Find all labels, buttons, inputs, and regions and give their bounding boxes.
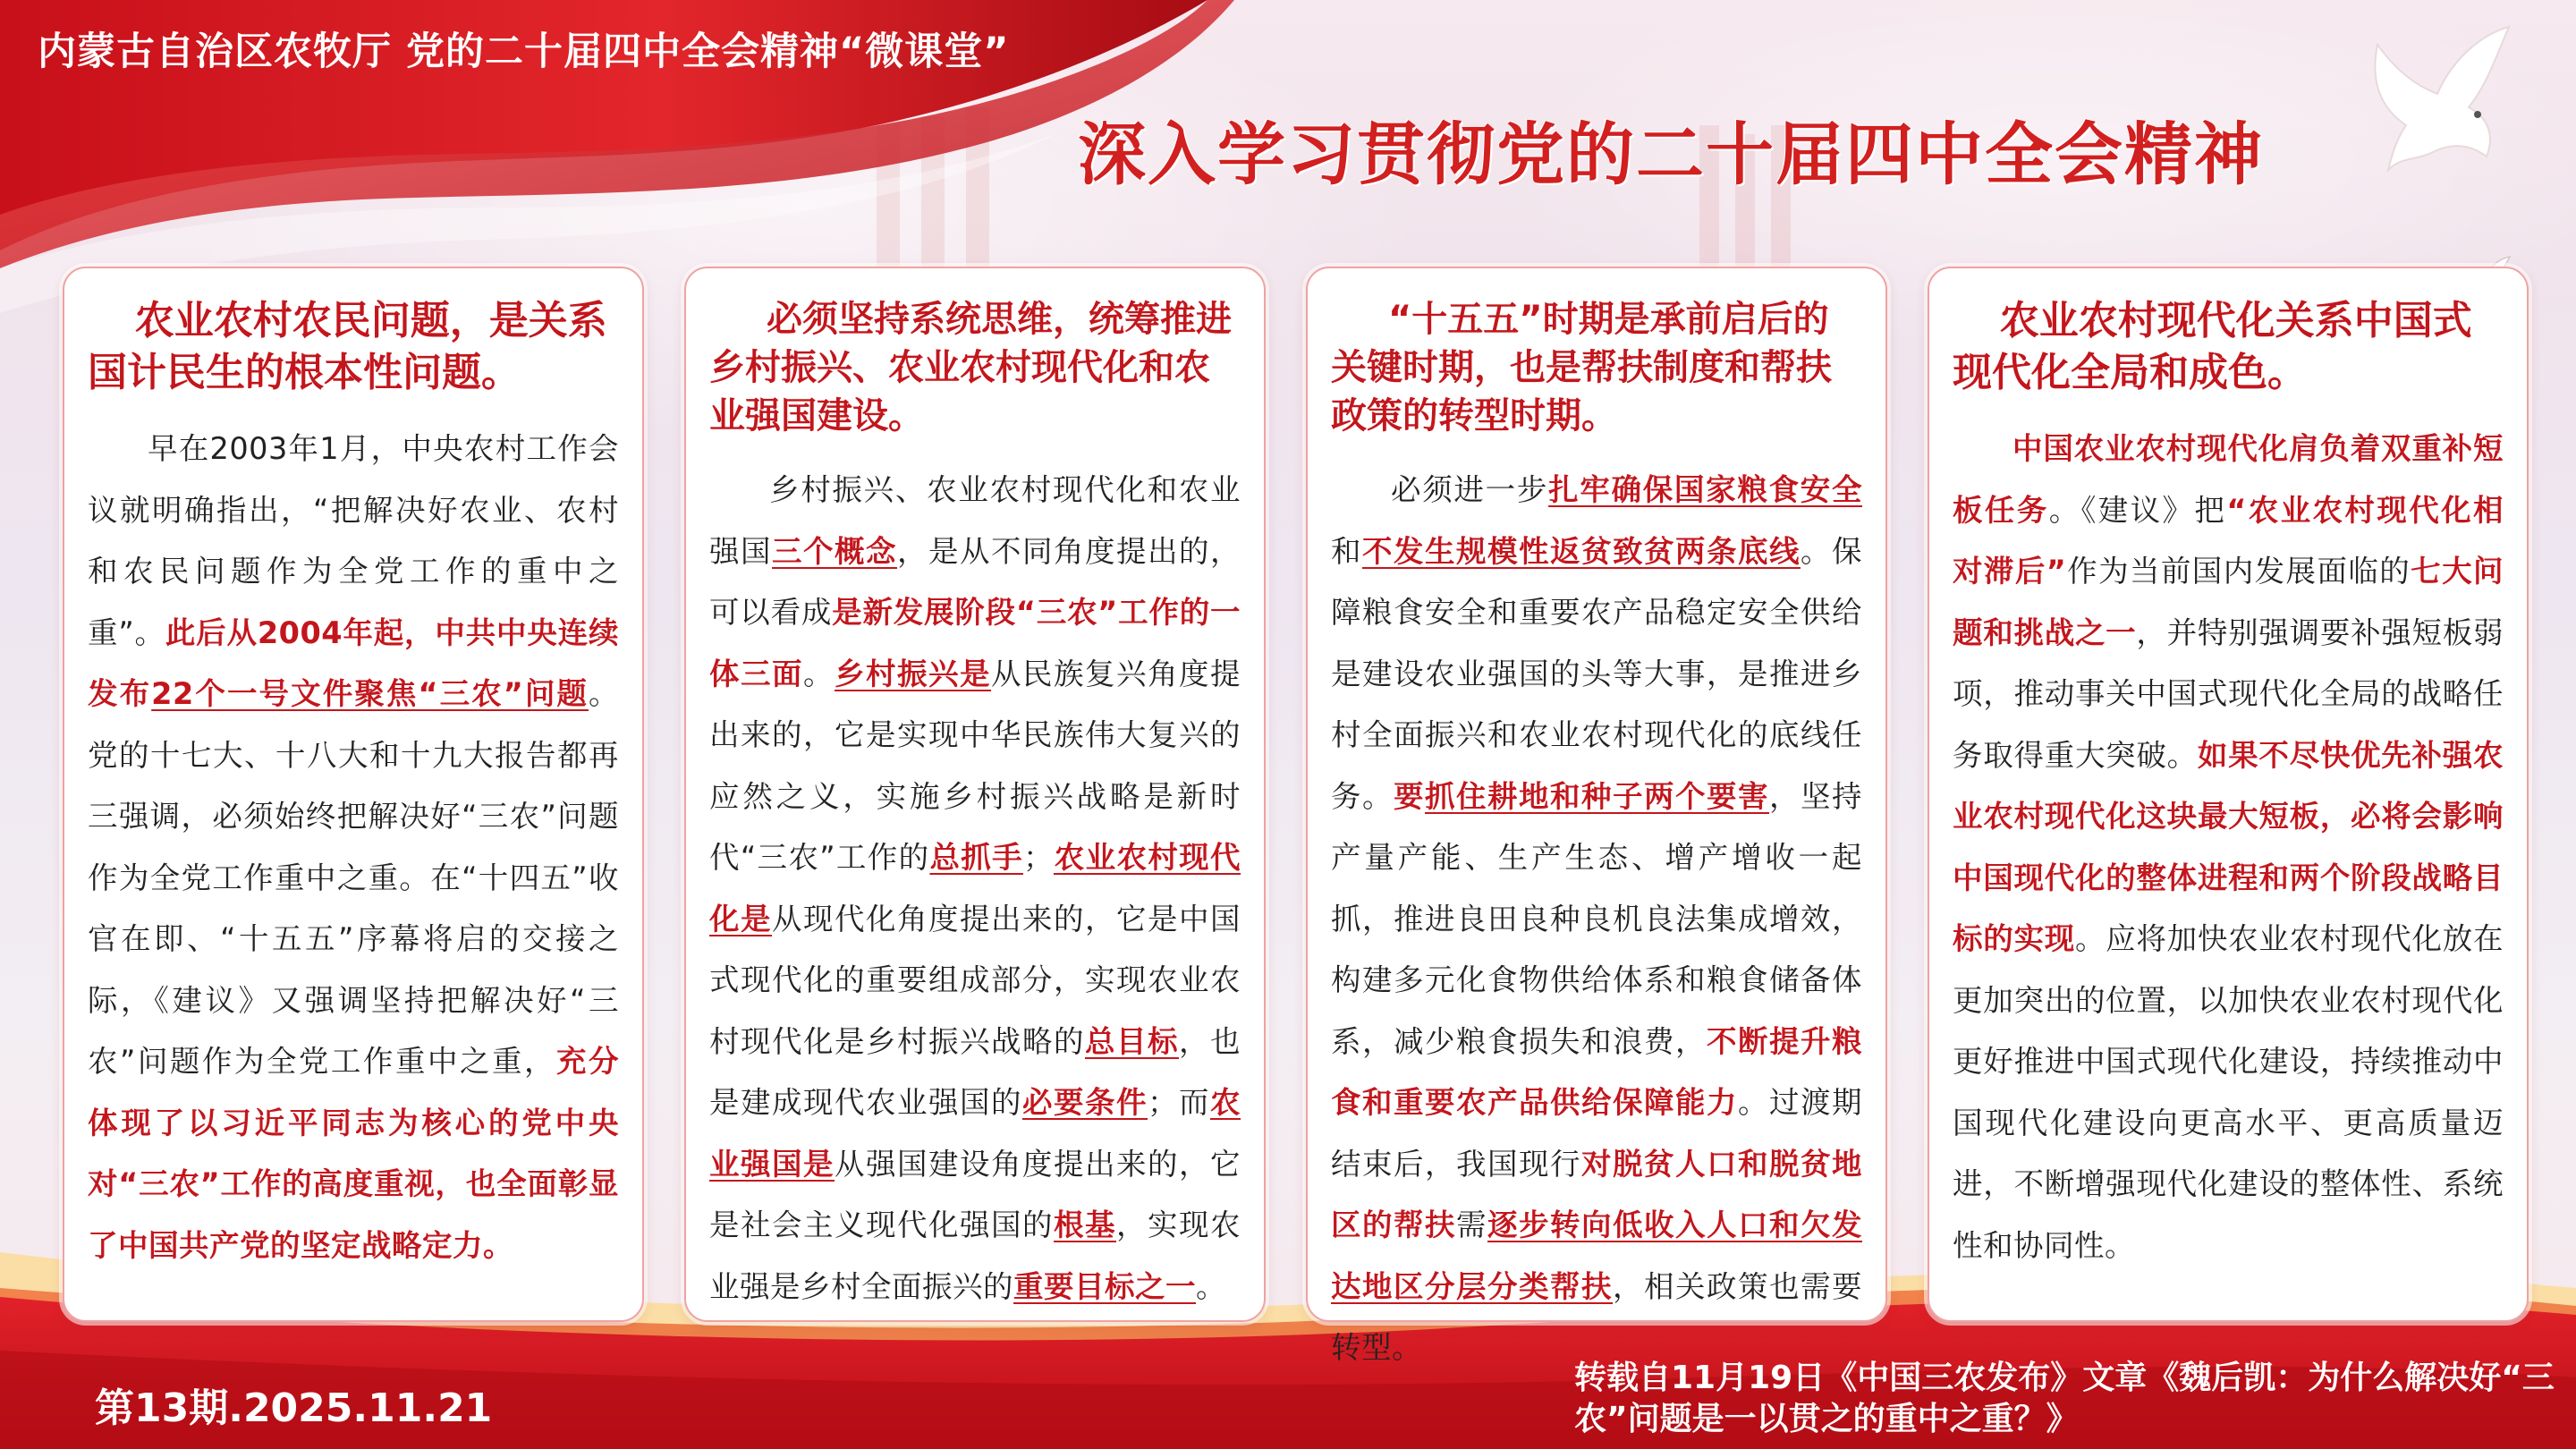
highlight-text: 对脱贫人口和脱贫地区的帮扶 <box>1331 1146 1862 1242</box>
highlight-text: 如果不尽快优先补强农业农村现代化这块最大短板，必将会影响中国现代化的整体进程和两个阶段战略目标的实现 <box>1953 737 2504 956</box>
highlight-text: 三个概念 <box>772 533 897 569</box>
body-text: 需 <box>1456 1208 1487 1242</box>
highlight-text: 总抓手 <box>929 840 1023 875</box>
highlight-text: 要 <box>1394 778 1425 814</box>
body-text: ，是从不同角度提出的，可以看成 <box>709 533 1241 630</box>
highlight-text: 充分体现了以习近平同志为核心的党中央对“三农”工作的高度重视，也全面彰显了中国共产党的坚定战略定力。 <box>88 1044 620 1263</box>
source-note: 转载自11月19日《中国三农发布》文章《魏后凯：为什么解决好“三农”问题是一以贯之的重中之重？》 <box>1574 1360 2555 1437</box>
body-text: 从现代化角度提出来的，它是中国式现代化的重要组成部分，实现农业农村现代化是乡村振兴战略的 <box>709 901 1241 1059</box>
body-text: 早在2003年1月，中央农村工作会议就明确指出，“把解决好农业、农村和农民问题作为全党工作的重中之重”。 <box>88 431 619 650</box>
body-text: ；而 <box>1148 1085 1210 1120</box>
highlight-text: 不断提升粮食和重要农产品供给保障能力 <box>1331 1023 1862 1120</box>
article-card-1 <box>63 267 644 1322</box>
card-title: 农业农村现代化关系中国式现代化全局和成色。 <box>1953 298 2472 395</box>
body-text: 。保障粮食安全和重要农产品稳定安全供给是建设农业强国的头等大事，是推进乡村全面振兴和农业农村现代化的底线任务。 <box>1331 533 1862 814</box>
card-title: 农业农村农民问题，是关系国计民生的根本性问题。 <box>88 298 607 395</box>
body-text: 。党的十七大、十八大和十九大报告都再三强调，必须始终把解决好“三农”问题作为全党工作重中之重。在“十四五”收官在即、“十五五”序幕将启的交接之际，《建议》又强调坚持把解决好“三农”问题作为全党工作重中之重， <box>88 676 619 1079</box>
body-text: ，并特别强调要补强短板弱项，推动事关中国式现代化全局的战略任务取得重大突破。 <box>1953 614 2504 773</box>
article-card-3 <box>1306 267 1887 1365</box>
body-text: 从民族复兴角度提出来的，它是实现中华民族伟大复兴的应然之义，实施乡村振兴战略是新时代“三农”工作的 <box>709 656 1241 875</box>
body-text: 必须进一步 <box>1391 472 1549 507</box>
highlight-text: 22个一号文件聚焦“三农”问题 <box>151 676 589 711</box>
highlight-text: 农业农村现代化是 <box>709 840 1241 936</box>
body-text: ，坚持产量产能、生产生态、增产增收一起抓，推进良田良种良机良法集成增效，构建多元化食物供给体系和粮食储备体系，减少粮食损失和浪费， <box>1331 778 1862 1059</box>
body-text: 乡村振兴、农业农村现代化和农业强国 <box>709 472 1241 569</box>
highlight-text: 七大问题和挑战之一 <box>1953 554 2504 650</box>
highlight-text: 根基 <box>1054 1208 1116 1242</box>
highlight-text: 重要目标之一 <box>1013 1268 1196 1304</box>
highlight-text: 中国农业农村现代化肩负着双重补短板任务 <box>1953 431 2504 528</box>
highlight-text: 此后从2004年起，中共中央连续发布 <box>88 614 619 711</box>
body-text: 。过渡期结束后，我国现行 <box>1331 1085 1862 1182</box>
highlight-text: “农业农村现代化相对滞后” <box>1953 492 2504 589</box>
highlight-text: 农业强国是 <box>709 1085 1241 1182</box>
card-body <box>1953 419 2504 1276</box>
page-title: 深入学习贯彻党的二十届四中全会精神 <box>1078 114 2264 194</box>
highlight-text: 乡村振兴是 <box>835 656 991 691</box>
body-text: ； <box>1022 840 1054 875</box>
card-title: “十五五”时期是承前启后的关键时期，也是帮扶制度和帮扶政策的转型时期。 <box>1331 299 1832 436</box>
card-title: 必须坚持系统思维，统筹推进乡村振兴、农业农村现代化和农业强国建设。 <box>709 299 1232 436</box>
body-text: 。《建议》把 <box>2048 492 2227 528</box>
highlight-text: 是新发展阶段“三农”工作的一体三面 <box>709 595 1241 691</box>
body-text: ，相关政策也需要转型。 <box>1331 1268 1862 1365</box>
card-body <box>709 460 1241 1318</box>
card-body <box>1331 460 1862 1379</box>
body-text: 和 <box>1331 533 1362 569</box>
highlight-text: 扎牢确保国家粮食安全 <box>1548 472 1863 507</box>
body-text: 从强国建设角度提出来的，它是社会主义现代化强国的 <box>709 1146 1241 1242</box>
body-text: ，也是建成现代农业强国的 <box>709 1023 1241 1120</box>
card-body <box>88 419 619 1276</box>
body-text: ，实现农业强是乡村全面振兴的 <box>709 1208 1241 1304</box>
issue-date: 第13期.2025.11.21 <box>95 1385 493 1431</box>
body-text: 。 <box>803 656 835 691</box>
body-text: 。 <box>1196 1268 1226 1304</box>
highlight-text: 必要条件 <box>1022 1085 1148 1120</box>
body-text: 作为当前国内发展面临的 <box>2066 554 2411 589</box>
dove-icon <box>2352 9 2522 188</box>
highlight-text: 抓住耕地和种子两个要害 <box>1425 778 1769 814</box>
highlight-text: 逐步转向低收入人口和欠发达地区分层分类帮扶 <box>1331 1208 1862 1304</box>
body-text: 。应将加快农业农村现代化放在更加突出的位置，以加快农业农村现代化更好推进中国式现代化建设，持续推动中国现代化建设向更高水平、更高质量迈进，不断增强现代化建设的整体性、系统性和协同性。 <box>1953 921 2504 1263</box>
article-card-4 <box>1928 267 2529 1322</box>
banner-title: 内蒙古自治区农牧厅 党的二十届四中全会精神“微课堂” <box>38 30 1010 74</box>
highlight-text: 总目标 <box>1085 1023 1179 1059</box>
article-card-2 <box>684 267 1266 1322</box>
highlight-text: 不发生规模性返贫致贫两条底线 <box>1362 533 1801 569</box>
